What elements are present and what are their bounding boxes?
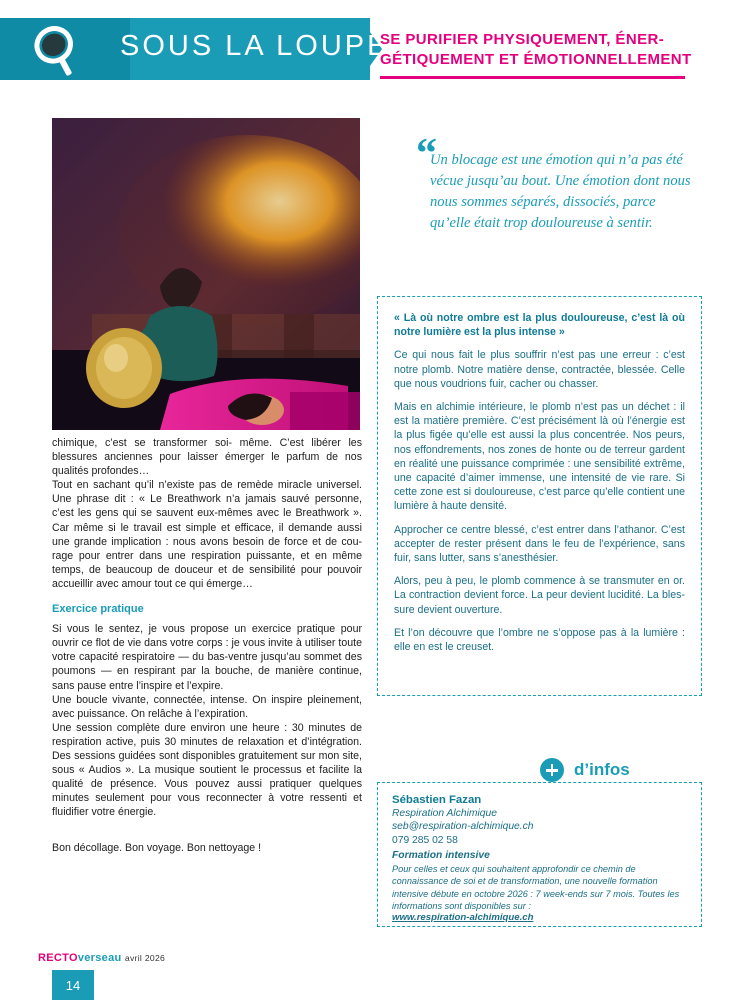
formation-text: Pour celles et ceux qui souhaitent approfondir ce chemin de connaissance de soi et de transformation, une nouvelle formation intensive débute en octobre 2026 : 7 week-ends sur 7 mois. Toutes les informations sont disponibles sur : — [392, 864, 680, 911]
title-underline — [380, 76, 685, 79]
contact-role: Respiration Alchimique — [392, 808, 497, 819]
paragraph: chimique, c’est se transformer soi- même. C’est libérer les blessures anciennes pour laisser émerger le parfum de nos qualités profondes… — [52, 437, 362, 478]
callout-paragraph: Mais en alchimie intérieure, le plomb n’est pas un déchet : il est la matière première. C’est précisément là où l’énergie est la plus figée qu’elle est aussi la plus concentrée. Nos peurs, nos effondrements, nos zones de honte ou de terreur gardent en réalité une puissance comprimée : une sensibilité extrême, une capacité d’aimer immense, une intensité de vie rare. Si cette zone est si douloureuse, c’est parce qu’elle contient une lumière à haute densité. — [394, 401, 685, 513]
formation-title: Formation intensive — [392, 850, 490, 862]
callout-paragraph: Et l’on découvre que l’ombre ne s’oppose pas à la lumière : elle en est le creuset. — [394, 626, 685, 654]
pull-quote-text: Un blocage est une émotion qui n’a pas été vécue jusqu’au bout. Une émotion dont nous nous sommes séparés, dissociés, parce qu’elle était trop douloureuse à sentir. — [430, 152, 691, 231]
callout-lead: « Là où notre ombre est la plus douloureuse, c’est là où notre lumière est la plus intense » — [394, 312, 685, 339]
page-number: 14 — [52, 970, 94, 1000]
paragraph: Si vous le sentez, je vous propose un exercice pratique pour ouvrir ce flot de vie dans votre corps : je vous invite à utiliser toute votre capacité respiratoire — du bas-ventre jusqu’au sommet des poumons — en respirant par la bouche, de manière continue, sans pause entre l’inspire et l’expire. — [52, 623, 362, 692]
article-title: SE PURIFIER PHYSIQUEMENT, ÉNER- GÉTIQUEMENT ET ÉMOTIONNELLEMENT — [380, 31, 692, 68]
section-title: SOUS LA LOUPE — [120, 30, 390, 62]
plus-circle-icon — [540, 758, 564, 782]
paragraph: Une boucle vivante, connectée, intense. On inspire pleinement, avec puissance. On relâche à l’expiration. — [52, 693, 362, 720]
sidebar-callout-box — [377, 296, 702, 696]
callout-paragraph: Alors, peu à peu, le plomb commence à se transmuter en or. La contraction devient force. La peur devient lucidité. La blessure devient ouverture. — [394, 575, 685, 616]
contact-website[interactable]: www.respiration-alchimique.ch — [392, 912, 534, 924]
article-body-left — [52, 436, 362, 856]
quote-mark-icon: “ — [416, 131, 437, 177]
magnifying-glass-icon — [26, 22, 88, 80]
pull-quote — [398, 131, 698, 234]
article-photo — [52, 118, 360, 430]
issue-date: avril 2026 — [124, 953, 166, 963]
contact-email[interactable]: seb@respiration-alchimique.ch — [392, 821, 534, 833]
logo-verseau: verseau — [77, 952, 122, 964]
logo-recto: RECTO — [38, 952, 78, 964]
infos-heading: d’infos — [574, 760, 630, 779]
closing-line: Bon décollage. Bon voyage. Bon nettoyage ! — [52, 842, 262, 855]
callout-paragraph: Approcher ce centre blessé, c’est entrer dans l’athanor. C’est accepter de rester présent dans le feu de l’expérience, sans fuir, sans lutter, sans s’anesthésier. — [394, 523, 685, 565]
paragraph: Une session complète dure environ une heure : 30 minutes de respiration active, puis 30 minutes de relaxation et d’intégration. Des sessions guidées sont disponibles gratuitement sur mon site, sous « Audios ». La musique soutient le processus et facilite la qualité de présence. Vous pouvez aussi pratiquer quelques minutes seulement pour vous reconnecter à votre ressenti et fluidifier votre énergie. — [52, 721, 362, 819]
contact-name: Sébastien Fazan — [392, 794, 482, 806]
contact-info-box — [377, 782, 702, 927]
publication-logo — [38, 952, 165, 964]
contact-phone: 079 285 02 58 — [392, 834, 458, 846]
subheading-exercice: Exercice pratique — [52, 603, 144, 616]
page-header — [0, 0, 729, 96]
paragraph: Tout en sachant qu’il n’existe pas de remède miracle universel. Une phrase dit : « Le Breathwork n’a jamais sauvé personne, c’est les gens qui se sauvent eux-mêmes avec le Breathwork ». Car même si le travail est simple et efficace, il demande aussi une grande implication : nous avons besoin de force et de courage pour entrer dans une respiration puissante, et en même temps, de beaucoup de douceur et de sensibilité pour pouvoir accueillir avec amour tout ce qui émerge… — [52, 479, 362, 590]
callout-paragraph: Ce qui nous fait le plus souffrir n’est pas une erreur : c’est notre plomb. Notre matière dense, contractée, blessée. Celle que nous voudrions fuir, cacher ou chasser. — [394, 349, 685, 390]
